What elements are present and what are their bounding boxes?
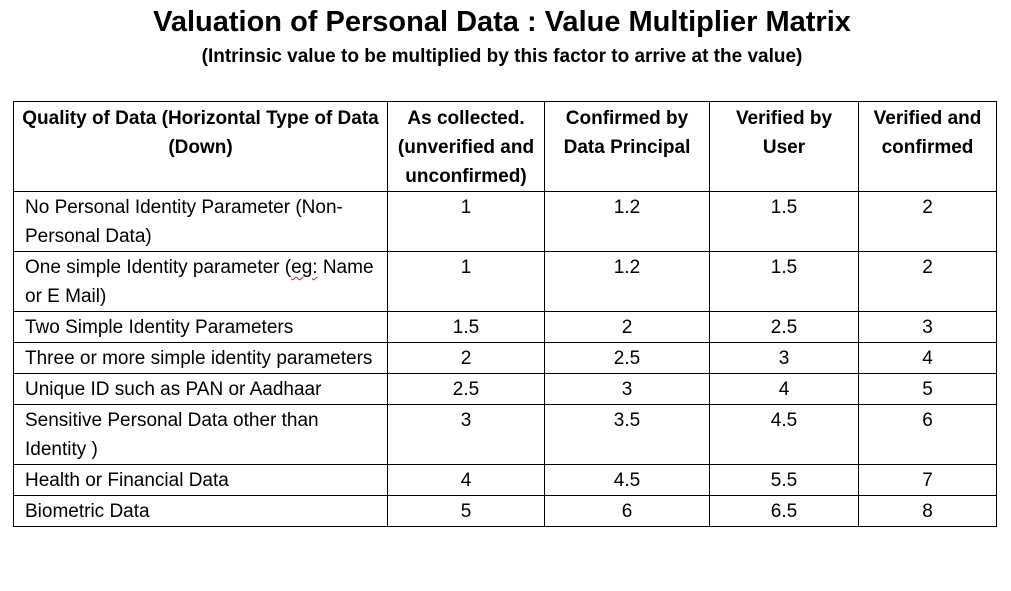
cell-value: 7	[859, 465, 997, 496]
table-row	[14, 312, 997, 343]
header-verified: Verified by User	[710, 102, 859, 192]
table-header-row	[14, 102, 997, 192]
row-label	[14, 252, 388, 312]
row-label: Two Simple Identity Parameters	[14, 312, 388, 343]
cell-value: 4.5	[710, 405, 859, 465]
table-row	[14, 465, 997, 496]
cell-value: 1.2	[545, 192, 710, 252]
header-quality-type: Quality of Data (Horizontal Type of Data (Down)	[14, 102, 388, 192]
page-subtitle: (Intrinsic value to be multiplied by this factor to arrive at the value)	[201, 46, 803, 67]
row-label: Unique ID such as PAN or Aadhaar	[14, 374, 388, 405]
cell-value: 5	[388, 496, 545, 527]
cell-value: 3	[388, 405, 545, 465]
cell-value: 5.5	[710, 465, 859, 496]
cell-value: 1.5	[710, 252, 859, 312]
cell-value: 2	[859, 192, 997, 252]
row-label: Health or Financial Data	[14, 465, 388, 496]
cell-value: 4.5	[545, 465, 710, 496]
cell-value: 4	[859, 343, 997, 374]
cell-value: 2	[388, 343, 545, 374]
cell-value: 6.5	[710, 496, 859, 527]
cell-value: 1.5	[710, 192, 859, 252]
cell-value: 2	[859, 252, 997, 312]
value-multiplier-table	[13, 101, 997, 527]
page-title: Valuation of Personal Data : Value Multiplier Matrix	[153, 6, 851, 38]
cell-value: 2.5	[388, 374, 545, 405]
header-verified-confirmed: Verified and confirmed	[859, 102, 997, 192]
cell-value: 3	[545, 374, 710, 405]
table-row	[14, 405, 997, 465]
table-row	[14, 496, 997, 527]
cell-value: 6	[859, 405, 997, 465]
row-label: Sensitive Personal Data other than Identity )	[14, 405, 388, 465]
cell-value: 4	[710, 374, 859, 405]
cell-value: 3	[859, 312, 997, 343]
cell-value: 6	[545, 496, 710, 527]
header-confirmed: Confirmed by Data Principal	[545, 102, 710, 192]
row-label: Three or more simple identity parameters	[14, 343, 388, 374]
cell-value: 1.2	[545, 252, 710, 312]
header-as-collected: As collected. (unverified and unconfirmed)	[388, 102, 545, 192]
table-row	[14, 252, 997, 312]
row-label: No Personal Identity Parameter (Non-Personal Data)	[14, 192, 388, 252]
cell-value: 1	[388, 252, 545, 312]
cell-value: 2.5	[545, 343, 710, 374]
row-label-part: Name or E Mail)	[25, 257, 374, 307]
cell-value: 1	[388, 192, 545, 252]
cell-value: 2	[545, 312, 710, 343]
row-label-part: One simple Identity parameter (	[25, 257, 292, 278]
cell-value: 8	[859, 496, 997, 527]
cell-value: 3.5	[545, 405, 710, 465]
table-row	[14, 374, 997, 405]
cell-value: 5	[859, 374, 997, 405]
cell-value: 2.5	[710, 312, 859, 343]
cell-value: 4	[388, 465, 545, 496]
cell-value: 3	[710, 343, 859, 374]
cell-value: 1.5	[388, 312, 545, 343]
row-label: Biometric Data	[14, 496, 388, 527]
table-row	[14, 343, 997, 374]
table-row	[14, 192, 997, 252]
spellcheck-flagged-word: eg:	[291, 257, 318, 278]
